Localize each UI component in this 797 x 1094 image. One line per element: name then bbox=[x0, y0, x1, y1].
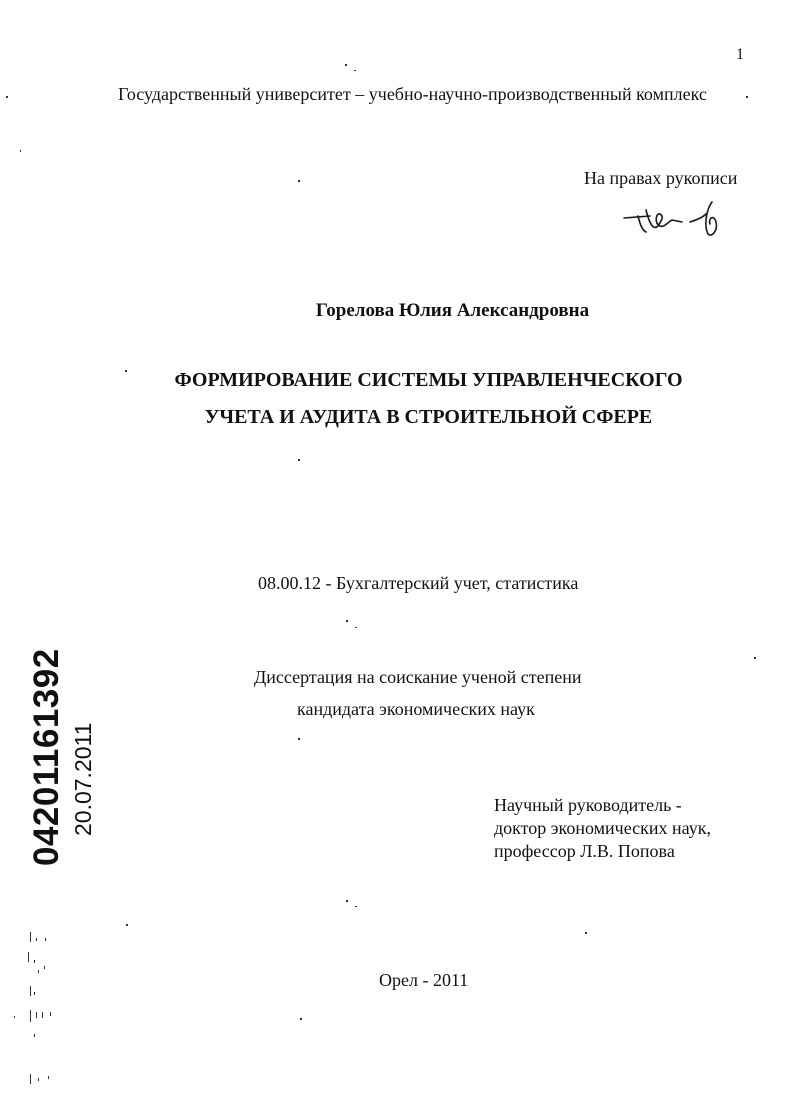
rights-note: На правах рукописи bbox=[584, 168, 738, 188]
institution-name: Государственный университет – учебно-научно-производственный комплекс bbox=[118, 84, 707, 104]
degree-line: кандидата экономических наук bbox=[297, 699, 535, 719]
author-name: Горелова Юлия Александровна bbox=[315, 300, 590, 321]
library-stamp-date: 20.07.2011 bbox=[70, 722, 96, 836]
page-number: 1 bbox=[736, 46, 744, 63]
city-year: Орел - 2011 bbox=[379, 970, 469, 990]
specialty-code: 08.00.12 - Бухгалтерский учет, статистика bbox=[258, 573, 579, 593]
advisor-line: доктор экономических наук, bbox=[494, 818, 711, 838]
dissertation-title bbox=[0, 362, 797, 436]
degree-line: Диссертация на соискание ученой степени bbox=[254, 667, 582, 687]
advisor-line: Научный руководитель - bbox=[494, 795, 682, 815]
advisor-line: профессор Л.В. Попова bbox=[494, 841, 675, 861]
library-stamp-code: 04201161392 bbox=[27, 648, 66, 866]
title-line: УЧЕТА И АУДИТА В СТРОИТЕЛЬНОЙ СФЕРЕ bbox=[204, 406, 653, 428]
title-line: ФОРМИРОВАНИЕ СИСТЕМЫ УПРАВЛЕНЧЕСКОГО bbox=[174, 369, 683, 391]
scientific-advisor bbox=[494, 794, 711, 863]
handwritten-signature bbox=[620, 196, 730, 240]
